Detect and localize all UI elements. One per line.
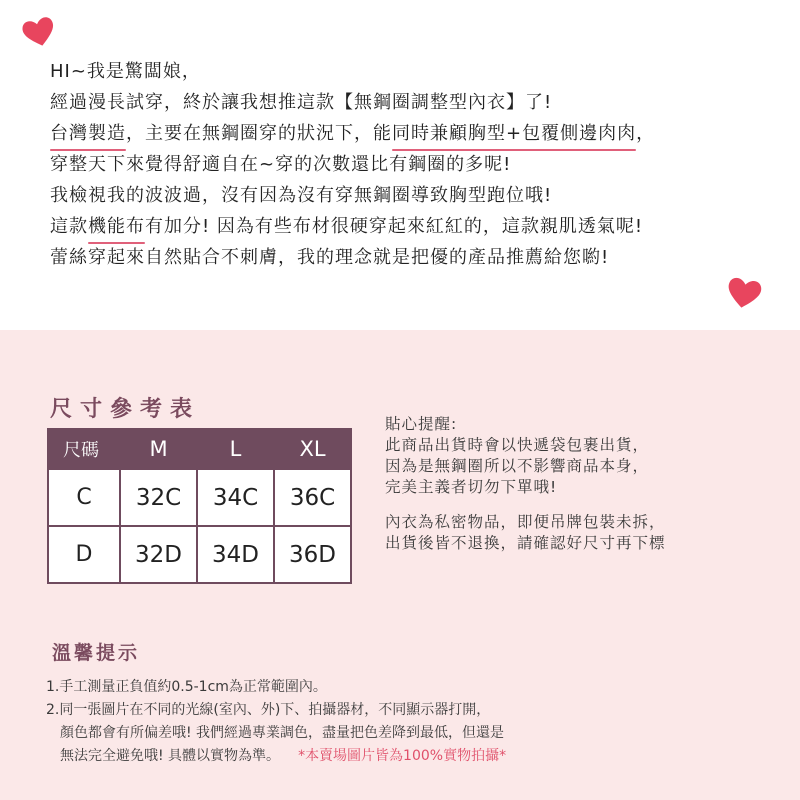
size-header-label: 尺碼 — [48, 429, 120, 469]
tip-item-continued — [46, 745, 766, 768]
reminder-notes — [385, 414, 785, 554]
notes-heading: 貼心提醒: — [385, 415, 458, 433]
intro-line: HI~我是驚闆娘， — [50, 61, 201, 82]
cup-label: D — [48, 526, 120, 583]
highlight-made-in-taiwan: 台灣製造 — [50, 118, 126, 149]
size-cell: 36C — [274, 469, 351, 526]
size-chart-title: 尺寸參考表 — [50, 397, 201, 422]
size-column-header: M — [120, 429, 197, 469]
intro-line: 穿整天下來覺得舒適自在~穿的次數還比有鋼圈的多呢! — [50, 154, 512, 175]
tips-title: 溫馨提示 — [52, 642, 141, 664]
heart-icon — [22, 16, 56, 48]
tips-list — [46, 676, 766, 768]
intro-text-segment: 有加分! 因為有些布材很硬穿起來紅紅的，這款親肌透氣呢! — [145, 216, 644, 237]
tip-item: 1.手工測量正負值約0.5-1cm為正常範圍內。 — [46, 679, 327, 695]
intro-text-segment: 這款 — [50, 216, 88, 237]
cup-label: C — [48, 469, 120, 526]
intro-line: 經過漫長試穿，終於讓我想推這款【無鋼圈調整型內衣】了! — [50, 92, 553, 113]
notes-line: 此商品出貨時會以快遞袋包裹出貨， — [385, 436, 650, 454]
notes-line: 完美主義者切勿下單哦! — [385, 478, 558, 496]
intro-text — [50, 56, 790, 273]
size-cell: 36D — [274, 526, 351, 583]
intro-line: 我檢視我的波波過，沒有因為沒有穿無鋼圈導致胸型跑位哦! — [50, 185, 553, 206]
intro-line: 蕾絲穿起來自然貼合不刺膚，我的理念就是把優的產品推薦給您喲! — [50, 247, 610, 268]
size-chart-table — [47, 428, 352, 584]
notes-line: 因為是無鋼圈所以不影響商品本身， — [385, 457, 650, 475]
highlight-functional-fabric: 機能布 — [88, 211, 145, 242]
size-cell: 32D — [120, 526, 197, 583]
notes-spacer — [385, 498, 785, 512]
size-cell: 32C — [120, 469, 197, 526]
size-column-header: XL — [274, 429, 351, 469]
table-row — [48, 526, 351, 583]
intro-line — [50, 118, 790, 149]
size-header-row — [48, 429, 351, 469]
notes-line: 出貨後皆不退換，請確認好尺寸再下標 — [385, 534, 666, 552]
size-cell: 34D — [197, 526, 274, 583]
table-row — [48, 469, 351, 526]
intro-text-segment: ，主要在無鋼圈穿的狀況下，能 — [126, 123, 392, 144]
notes-line: 內衣為私密物品，即便吊牌包裝未拆， — [385, 513, 666, 531]
tip-item-continued: 顏色都會有所偏差哦! 我們經過專業調色，盡量把色差降到最低，但還是 — [60, 725, 505, 741]
size-cell: 34C — [197, 469, 274, 526]
tip-text: 無法完全避免哦! 具體以實物為準。 — [60, 748, 281, 764]
photo-disclaimer: *本賣場圖片皆為100%實物拍攝* — [298, 748, 507, 764]
intro-text-segment: ， — [636, 123, 656, 144]
highlight-shape-coverage: 同時兼顧胸型+包覆側邊肉肉 — [392, 118, 636, 149]
size-column-header: L — [197, 429, 274, 469]
tip-item: 2.同一張圖片在不同的光線(室內、外)下、拍攝器材，不同顯示器打開， — [46, 702, 491, 718]
intro-line — [50, 211, 790, 242]
heart-icon — [726, 276, 762, 310]
